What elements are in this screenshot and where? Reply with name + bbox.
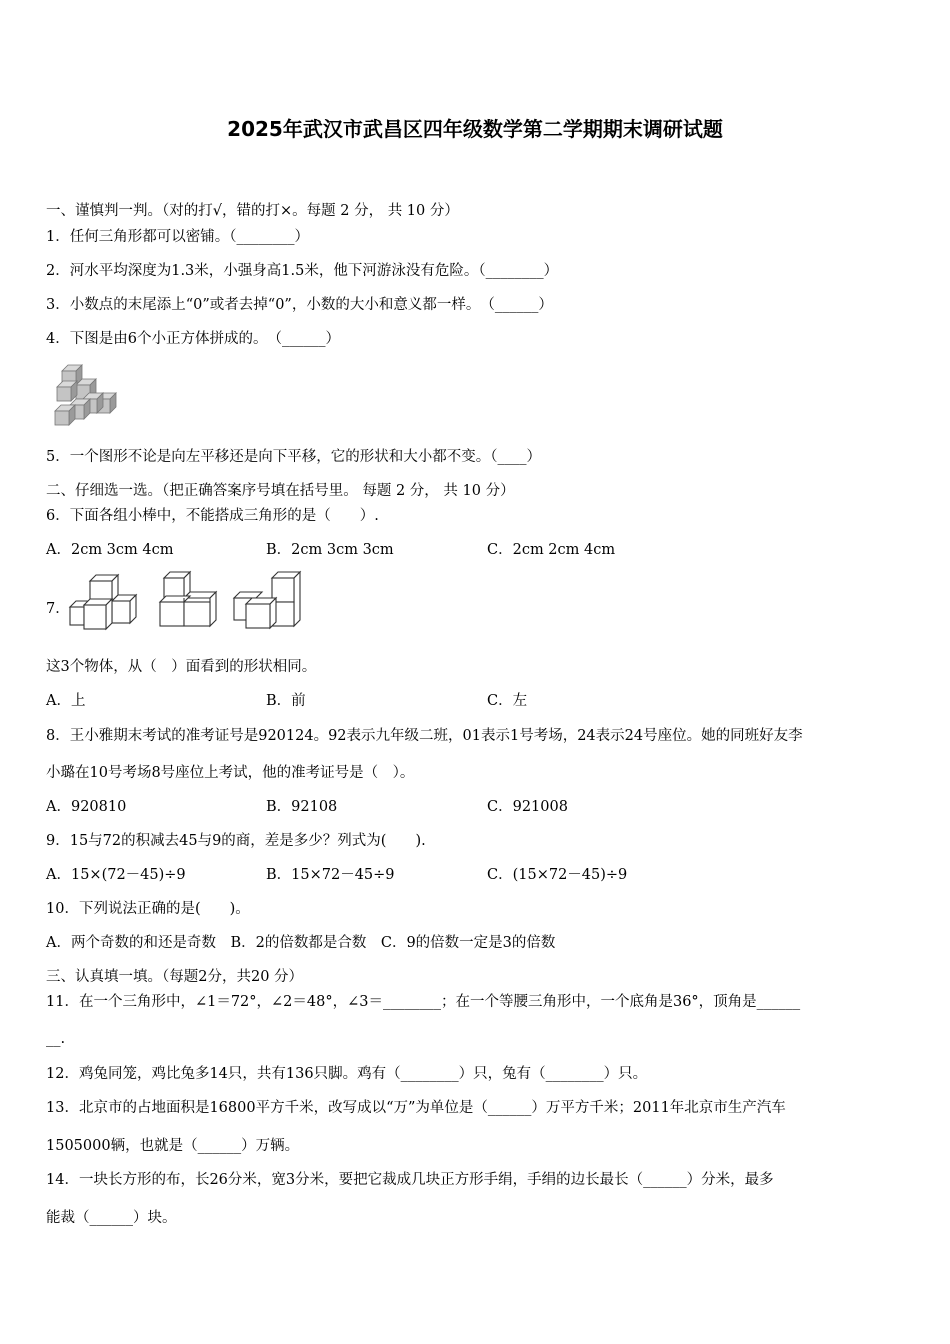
q6-option-b: B．2cm 3cm 3cm (266, 542, 394, 558)
cube-object-2 (158, 572, 220, 632)
cube-object-1 (68, 573, 140, 633)
q9-option-a: A．15×(72－45)÷9 (46, 867, 186, 883)
question-11-line-1: 11．在一个三角形中，∠1＝72°，∠2＝48°，∠3＝________；在一个等腰三角形中，一个底角是36°，顶角是______ (46, 994, 801, 1010)
cube-stack-figure (50, 363, 120, 427)
question-6: 6．下面各组小棒中，不能搭成三角形的是（ ）. (46, 508, 379, 524)
question-2: 2．河水平均深度为1.3米，小强身高1.5米，他下河游泳没有危险。（________） (46, 263, 559, 279)
question-11-line-2: __. (46, 1031, 66, 1047)
question-4: 4．下图是由6个小正方体拼成的。 （______） (46, 331, 340, 347)
question-8-line-1: 8．王小雅期末考试的准考证号是920124。92表示九年级二班，01表示1号考场，24表示24号座位。她的同班好友李 (46, 728, 803, 744)
cube-object-3 (232, 572, 304, 632)
q6-option-a: A．2cm 3cm 4cm (46, 542, 174, 558)
q7-option-c: C．左 (487, 693, 528, 709)
question-7-number: 7． (46, 601, 70, 617)
question-8-line-2: 小璐在10号考场8号座位上考试，他的准考证号是（ ）。 (46, 765, 415, 781)
q9-option-c: C．(15×72－45)÷9 (487, 867, 628, 883)
section-3-heading: 三、认真填一填。（每题2分，共20 分） (46, 969, 304, 985)
question-5: 5．一个图形不论是向左平移还是向下平移，它的形状和大小都不变。（____） (46, 449, 541, 465)
question-14-line-1: 14．一块长方形的布，长26分米，宽3分米，要把它裁成几块正方形手绢，手绢的边长最长（______）分米，最多 (46, 1172, 774, 1188)
question-9: 9．15与72的积减去45与9的商，差是多少？列式为( ). (46, 833, 426, 849)
question-13-line-1: 13．北京市的占地面积是16800平方千米，改写成以“万”为单位是（______）万平方千米；2011年北京市生产汽车 (46, 1100, 786, 1116)
question-3: 3．小数点的末尾添上“0”或者去掉“0”，小数的大小和意义都一样。 （______） (46, 297, 553, 313)
q7-option-b: B．前 (266, 693, 306, 709)
q7-option-a: A．上 (46, 693, 86, 709)
q6-option-c: C．2cm 2cm 4cm (487, 542, 616, 558)
question-1: 1．任何三角形都可以密铺。（________） (46, 229, 309, 245)
section-2-heading: 二、仔细选一选。（把正确答案序号填在括号里。 每题 2 分， 共 10 分） (46, 483, 515, 499)
question-13-line-2: 1505000辆，也就是（______）万辆。 (46, 1138, 300, 1154)
page-title: 2025年武汉市武昌区四年级数学第二学期期末调研试题 (227, 117, 723, 141)
q10-options: A．两个奇数的和还是奇数 B．2的倍数都是合数 C．9的倍数一定是3的倍数 (46, 935, 556, 951)
q8-option-a: A．920810 (46, 799, 127, 815)
question-14-line-2: 能裁（______）块。 (46, 1210, 177, 1226)
question-7-text: 这3个物体，从（ ）面看到的形状相同。 (46, 659, 317, 675)
section-1-heading: 一、谨慎判一判。（对的打√，错的打×。每题 2 分， 共 10 分） (46, 203, 459, 219)
q9-option-b: B．15×72－45÷9 (266, 867, 395, 883)
q8-option-c: C．921008 (487, 799, 568, 815)
q8-option-b: B．92108 (266, 799, 338, 815)
question-12: 12．鸡兔同笼，鸡比兔多14只，共有136只脚。鸡有（________）只，兔有（________）只。 (46, 1066, 648, 1082)
question-10: 10．下列说法正确的是( )。 (46, 901, 250, 917)
